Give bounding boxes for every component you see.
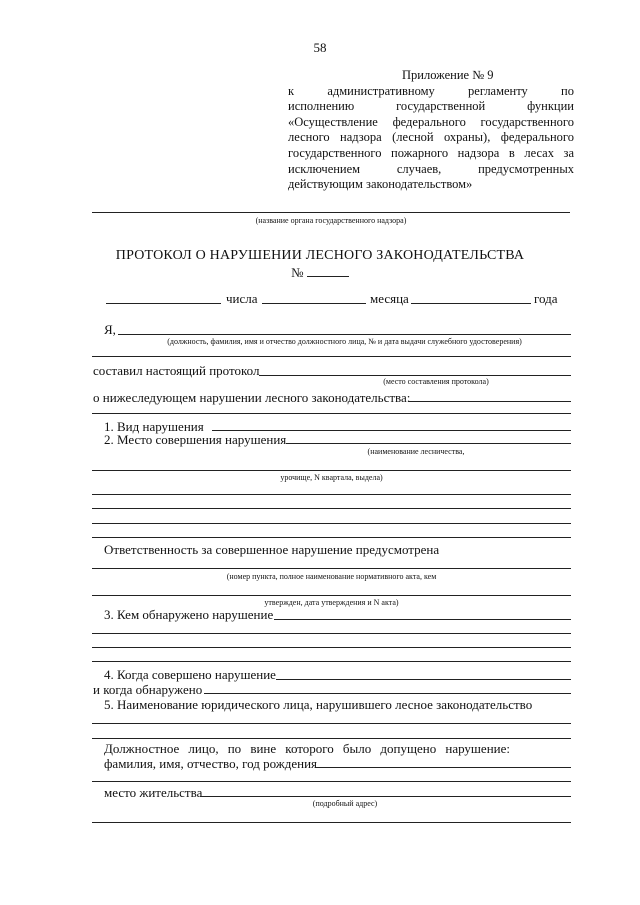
violation-place-label: 2. Место совершения нарушения — [104, 432, 287, 447]
kind-field[interactable] — [212, 430, 571, 431]
violation-place-field[interactable] — [286, 443, 571, 444]
page-number: 58 — [313, 40, 327, 55]
legal-entity-field[interactable] — [92, 723, 571, 724]
when-committed-field[interactable] — [276, 679, 571, 680]
detected-by-label: 3. Кем обнаружено нарушение — [104, 607, 274, 622]
day-field[interactable] — [106, 303, 221, 304]
residence-field[interactable] — [200, 796, 571, 797]
about-label: о нижеследующем нарушении лесного законодательства: — [93, 390, 411, 405]
legal-entity-label: 5. Наименование юридического лица, нарушившего лесное законодательство — [104, 697, 533, 712]
residence-label: место жительства — [104, 785, 203, 800]
appendix-line: исполнению государственной функции — [288, 99, 574, 114]
appendix-line: государственного пожарного надзора в лесах за — [288, 145, 574, 160]
appendix-title: Приложение № 9 — [402, 68, 494, 82]
blank-line[interactable] — [92, 633, 571, 634]
appendix-line: лесного надзора (лесной охраны), федерального — [288, 130, 574, 145]
address-caption: (подробный адрес) — [312, 799, 378, 808]
act-caption: (номер пункта, полное наименование нормативного акта, кем — [226, 572, 437, 581]
responsibility-field[interactable] — [92, 568, 571, 569]
kind-label: 1. Вид нарушения — [104, 419, 204, 434]
blank-line[interactable] — [92, 738, 571, 739]
appendix-line: к административному регламенту по — [288, 83, 574, 98]
when-detected-field[interactable] — [204, 693, 571, 694]
act-field[interactable] — [92, 595, 571, 596]
day-label: числа — [226, 291, 258, 306]
when-committed-label: 4. Когда совершено нарушение — [104, 667, 276, 682]
year-field[interactable] — [411, 303, 531, 304]
month-label: месяца — [370, 291, 409, 306]
when-detected-label: и когда обнаружено — [93, 682, 203, 697]
blank-line[interactable] — [92, 494, 571, 495]
forestry-caption-2: урочище, N квартала, выдела) — [280, 473, 383, 482]
year-label: года — [534, 291, 558, 306]
appendix-line: исключением случаев, предусмотренных — [288, 161, 574, 176]
about-field[interactable] — [408, 401, 571, 402]
month-field[interactable] — [262, 303, 366, 304]
protocol-number-row — [0, 265, 640, 280]
agency-caption: (название органа государственного надзора) — [255, 216, 407, 225]
appendix-line: «Осуществление федерального государственного — [288, 114, 574, 129]
detected-by-field[interactable] — [274, 619, 571, 620]
appendix-line: действующим законодательством» — [288, 177, 473, 192]
protocol-number-field[interactable] — [307, 265, 349, 277]
i-label: Я, — [104, 322, 116, 337]
blank-line[interactable] — [92, 508, 571, 509]
official-field-continued[interactable] — [92, 356, 571, 357]
blank-line[interactable] — [92, 661, 571, 662]
agency-name-field[interactable] — [92, 212, 570, 213]
blank-line[interactable] — [92, 647, 571, 648]
fio-field[interactable] — [316, 767, 571, 768]
forestry-field[interactable] — [92, 470, 571, 471]
forestry-caption: (наименование лесничества, — [367, 447, 465, 456]
blank-line[interactable] — [92, 822, 571, 823]
official-caption: (должность, фамилия, имя и отчество должностного лица, № и дата выдачи служебного удостоверения) — [167, 337, 522, 346]
responsibility-label: Ответственность за совершенное нарушение предусмотрена — [104, 542, 440, 557]
blank-line[interactable] — [92, 523, 571, 524]
official-field[interactable] — [118, 334, 571, 335]
about-field-continued[interactable] — [92, 413, 571, 414]
compiled-label: составил настоящий протокол — [93, 363, 260, 378]
protocol-title: ПРОТОКОЛ О НАРУШЕНИИ ЛЕСНОГО ЗАКОНОДАТЕЛЬСТВА — [115, 248, 525, 263]
place-field[interactable] — [259, 375, 571, 376]
blank-line[interactable] — [92, 781, 571, 782]
place-caption: (место составления протокола) — [383, 377, 489, 386]
official-guilty-label: Должностное лицо, по вине которого было допущено нарушение: — [104, 741, 510, 756]
act-caption-2: утвержден, дата утверждения и N акта) — [264, 598, 399, 607]
appendix-block — [288, 68, 574, 193]
number-label: № — [291, 265, 304, 280]
blank-line[interactable] — [92, 537, 571, 538]
fio-label: фамилия, имя, отчество, год рождения — [104, 756, 318, 771]
